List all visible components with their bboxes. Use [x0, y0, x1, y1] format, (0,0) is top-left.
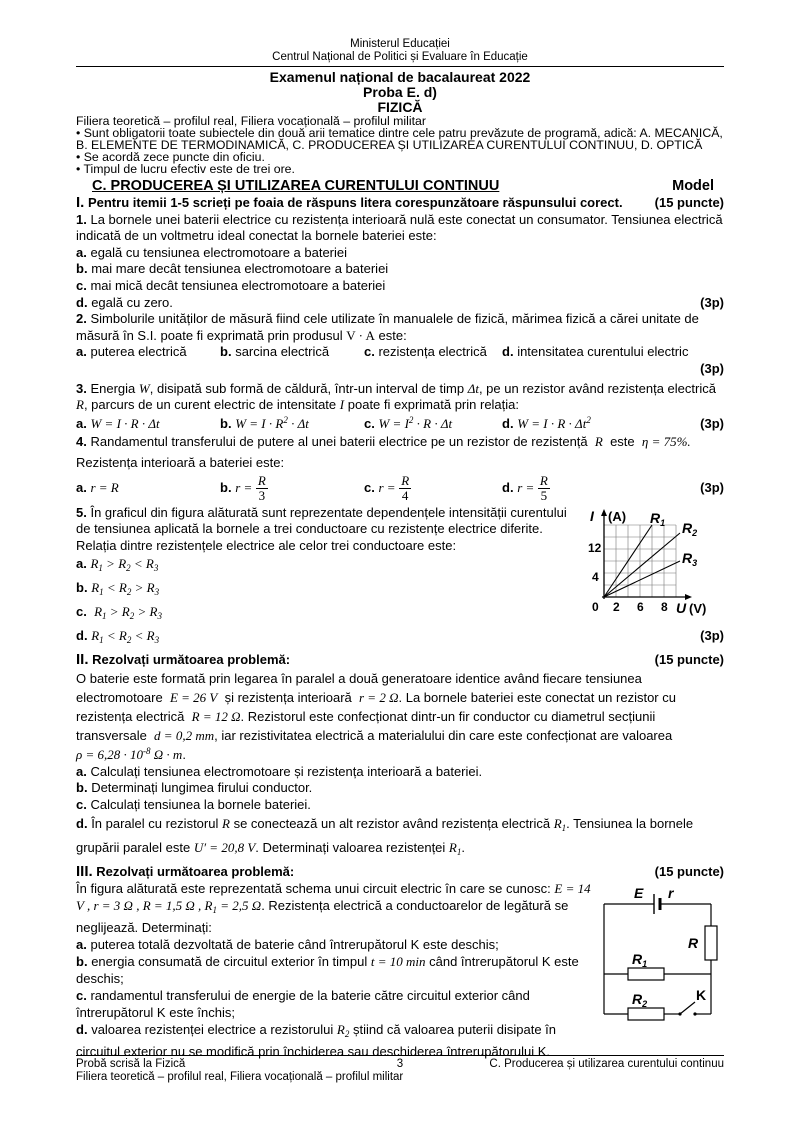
- exam-title-block: [76, 70, 724, 115]
- graph-label-r3: $R_3$: [682, 549, 698, 568]
- part-3: III. Rezolvați următoarea problemă: (15 puncte) În figura alăturată este reprezentată schema unui circuit electric în care se cunosc: E = 14 V , r = 3 Ω , R = 1,5 Ω , $R_1 = 2,5$ Ω. Rezistența electrică a conductoarelor de legătură se neglijează. Determinați: a. puterea totală dezvoltată de baterie când întrerupătorul K este deschis; b. energia consumată de circuitul exterior în timpul t = 10 min când întrerupătorul K este deschis; c. randamentul transferului de energie de la baterie către circuitul exterior când întrerupătorul K este închis; d. valoarea rezistenței electrice a rezistorului $R_2$ știind că valoarea puterii disipate în circuitul exterior nu se modifică prin închiderea sau deschiderea întrerupătorului K. E r R $R_1$ $R_2$ K: [76, 862, 724, 1060]
- instructions: [76, 115, 724, 175]
- section-title: C. PRODUCEREA ȘI UTILIZAREA CURENTULUI CONTINUU: [92, 178, 500, 194]
- circuit-label-r1: $R_1$: [632, 950, 648, 969]
- exam-page: [76, 0, 724, 1132]
- header-rule: [76, 66, 724, 67]
- circuit-label-e: E: [634, 884, 644, 901]
- circuit-label-r: r: [668, 884, 674, 901]
- graph-tick-6: 6: [637, 599, 644, 614]
- circuit-diagram: [596, 884, 726, 1034]
- page-footer: [76, 1055, 724, 1084]
- ministry-header: [76, 38, 724, 64]
- part-1-points: (15 puncte): [654, 195, 724, 210]
- ministry-name: Ministerul Educației: [350, 38, 450, 50]
- graph-tick-4: 4: [592, 569, 599, 584]
- graph-tick-0: 0: [592, 599, 599, 614]
- circuit-label-big-r: R: [688, 934, 699, 951]
- graph-label-r1: $R_1$: [650, 509, 666, 528]
- footer-page-number: 3: [396, 1058, 404, 1070]
- question-5: 5. În graficul din figura alăturată sunt reprezentate dependențele intensității curentului de tensiunea aplicată la bornele a trei conductoare cu rezistențe electrice diferite. Relația dintre rezistențele electrice ale celor trei conductoare este: a. $R_1 > R_2 < R_3$ b. $R_1 < R_2 > R_3$ c. $R_1 > R_2 > R_3$ d. $R_1 < R_2 < R_3$ (3p) I (A) 12 4 0 2 6 8 U (V) $R_1$ $R_2$ $R_3$: [76, 505, 724, 651]
- footer-filiera: Filiera teoretică – profilul real, Filiera vocațională – profilul militar: [76, 1071, 404, 1083]
- graph-tick-8: 8: [661, 599, 668, 614]
- question-2: 2. Simbolurile unităților de măsură fiind cele utilizate în manualele de fizică, mărimea fizică a cărei unitate de măsură în S.I. poate fi exprimată prin produsul V · A este: a. puterea electrică b. sarcina electrică c. rezistența electrică d. intensitatea curentului electric (3p): [76, 311, 724, 376]
- question-3: 3. Energia W, disipată sub formă de căldură, într-un interval de timp Δt, pe un rezistor având rezistența electrică R, parcurs de un curent electric de intensitate I poate fi exprimată prin relația: a. W = I · R · Δt b. $W = I \cdot R^2 \cdot \Delta t$ c. $W = I^2 \cdot R \cdot \Delta t$ d. $W = I \cdot R \cdot \Delta t^2$ (3p): [76, 380, 724, 431]
- graph-tick-12: 12: [588, 540, 602, 555]
- instruction-bullet-3: • Timpul de lucru efectiv este de trei ore.: [76, 162, 295, 176]
- exam-subject: FIZICĂ: [377, 99, 423, 115]
- graph-axis-i: I: [590, 507, 594, 524]
- iu-graph: [588, 507, 728, 619]
- part-2: II. Rezolvați următoarea problemă: (15 puncte) O baterie este formată prin legarea în paralel a două generatoare identice având fiecare tensiunea electromotoare E = 26 V și rezistența interioară r = 2 Ω. La bornele bateriei este conectat un rezistor cu rezistența electrică R = 12 Ω. Rezistorul este confecționat dintr-un fir conductor cu diametrul secțiunii transversale d = 0,2 mm, iar rezistivitatea electrică a materialului din care este confecționat are valoarea $\rho = 6,28 \cdot 10^{-8}$ Ω · m. a. Calculați tensiunea electromotoare și rezistența interioară a bateriei. b. Determinați lungimea firului conductor. c. Calculați tensiunea la bornele bateriei. d. În paralel cu rezistorul R se conectează un alt rezistor având rezistența electrică $R_1$. Tensiunea la bornele grupării paralel este U′ = 20,8 V. Determinați valoarea rezistenței $R_1$.: [76, 651, 724, 857]
- graph-axis-i-unit: (A): [608, 508, 627, 524]
- section-label: Model: [672, 178, 714, 194]
- question-1: 1. La bornele unei baterii electrice cu rezistența interioară nulă este conectat un consumator. Tensiunea electrică indicată de un voltmetru ideal conectat la bornele bateriei este: a. egală cu tensiunea electromotoare a bateriei b. mai mare decât tensiunea electromotoare a bateriei c. mai mică decât tensiunea electromotoare a bateriei d. egală cu zero. (3p): [76, 211, 724, 310]
- exam-proba: Proba E. d): [363, 84, 437, 100]
- graph-label-r2: $R_2$: [682, 519, 698, 538]
- part-1-heading: I. Pentru itemii 1-5 scrieți pe foaia de răspuns litera corespunzătoare răspunsului corect. (15 puncte): [76, 194, 724, 211]
- section-heading: [76, 178, 724, 195]
- instruction-bullet-2: • Se acordă zece puncte din oficiu.: [76, 150, 265, 164]
- graph-axis-u: U: [676, 599, 687, 616]
- question-4: 4. Randamentul transferului de putere al unei baterii electrice pe un rezistor de rezistență R este η = 75%. Rezistența interioară a bateriei este: a. r = R b. r = $\frac{R}{3}$ c. r = $\frac{R}{4}$ d. r = $\frac{R}{5}$ (3p): [76, 434, 724, 503]
- part-1: [76, 195, 724, 650]
- center-name: Centrul Național de Politici și Evaluare în Educație: [272, 51, 528, 63]
- footer-right: C. Producerea și utilizarea curentului continuu: [489, 1058, 724, 1070]
- circuit-label-r2: $R_2$: [632, 990, 648, 1009]
- exam-title: Examenul național de bacalaureat 2022: [269, 69, 531, 85]
- footer-left: Probă scrisă la Fizică: [76, 1058, 186, 1070]
- graph-tick-2: 2: [613, 599, 620, 614]
- filiera-line: Filiera teoretică – profilul real, Filiera vocațională – profilul militar: [76, 114, 426, 128]
- instruction-bullet-1: • Sunt obligatorii toate subiectele din două arii tematice dintre cele patru prevăzute de programă, adică: A. MECANICĂ, B. ELEMENTE DE TERMODINAMICĂ, C. PRODUCEREA ȘI UTILIZAREA CURENTULUI CONTINUU, D. OPTICĂ: [76, 126, 723, 152]
- circuit-label-k: K: [696, 986, 707, 1003]
- graph-axis-u-unit: (V): [689, 600, 707, 616]
